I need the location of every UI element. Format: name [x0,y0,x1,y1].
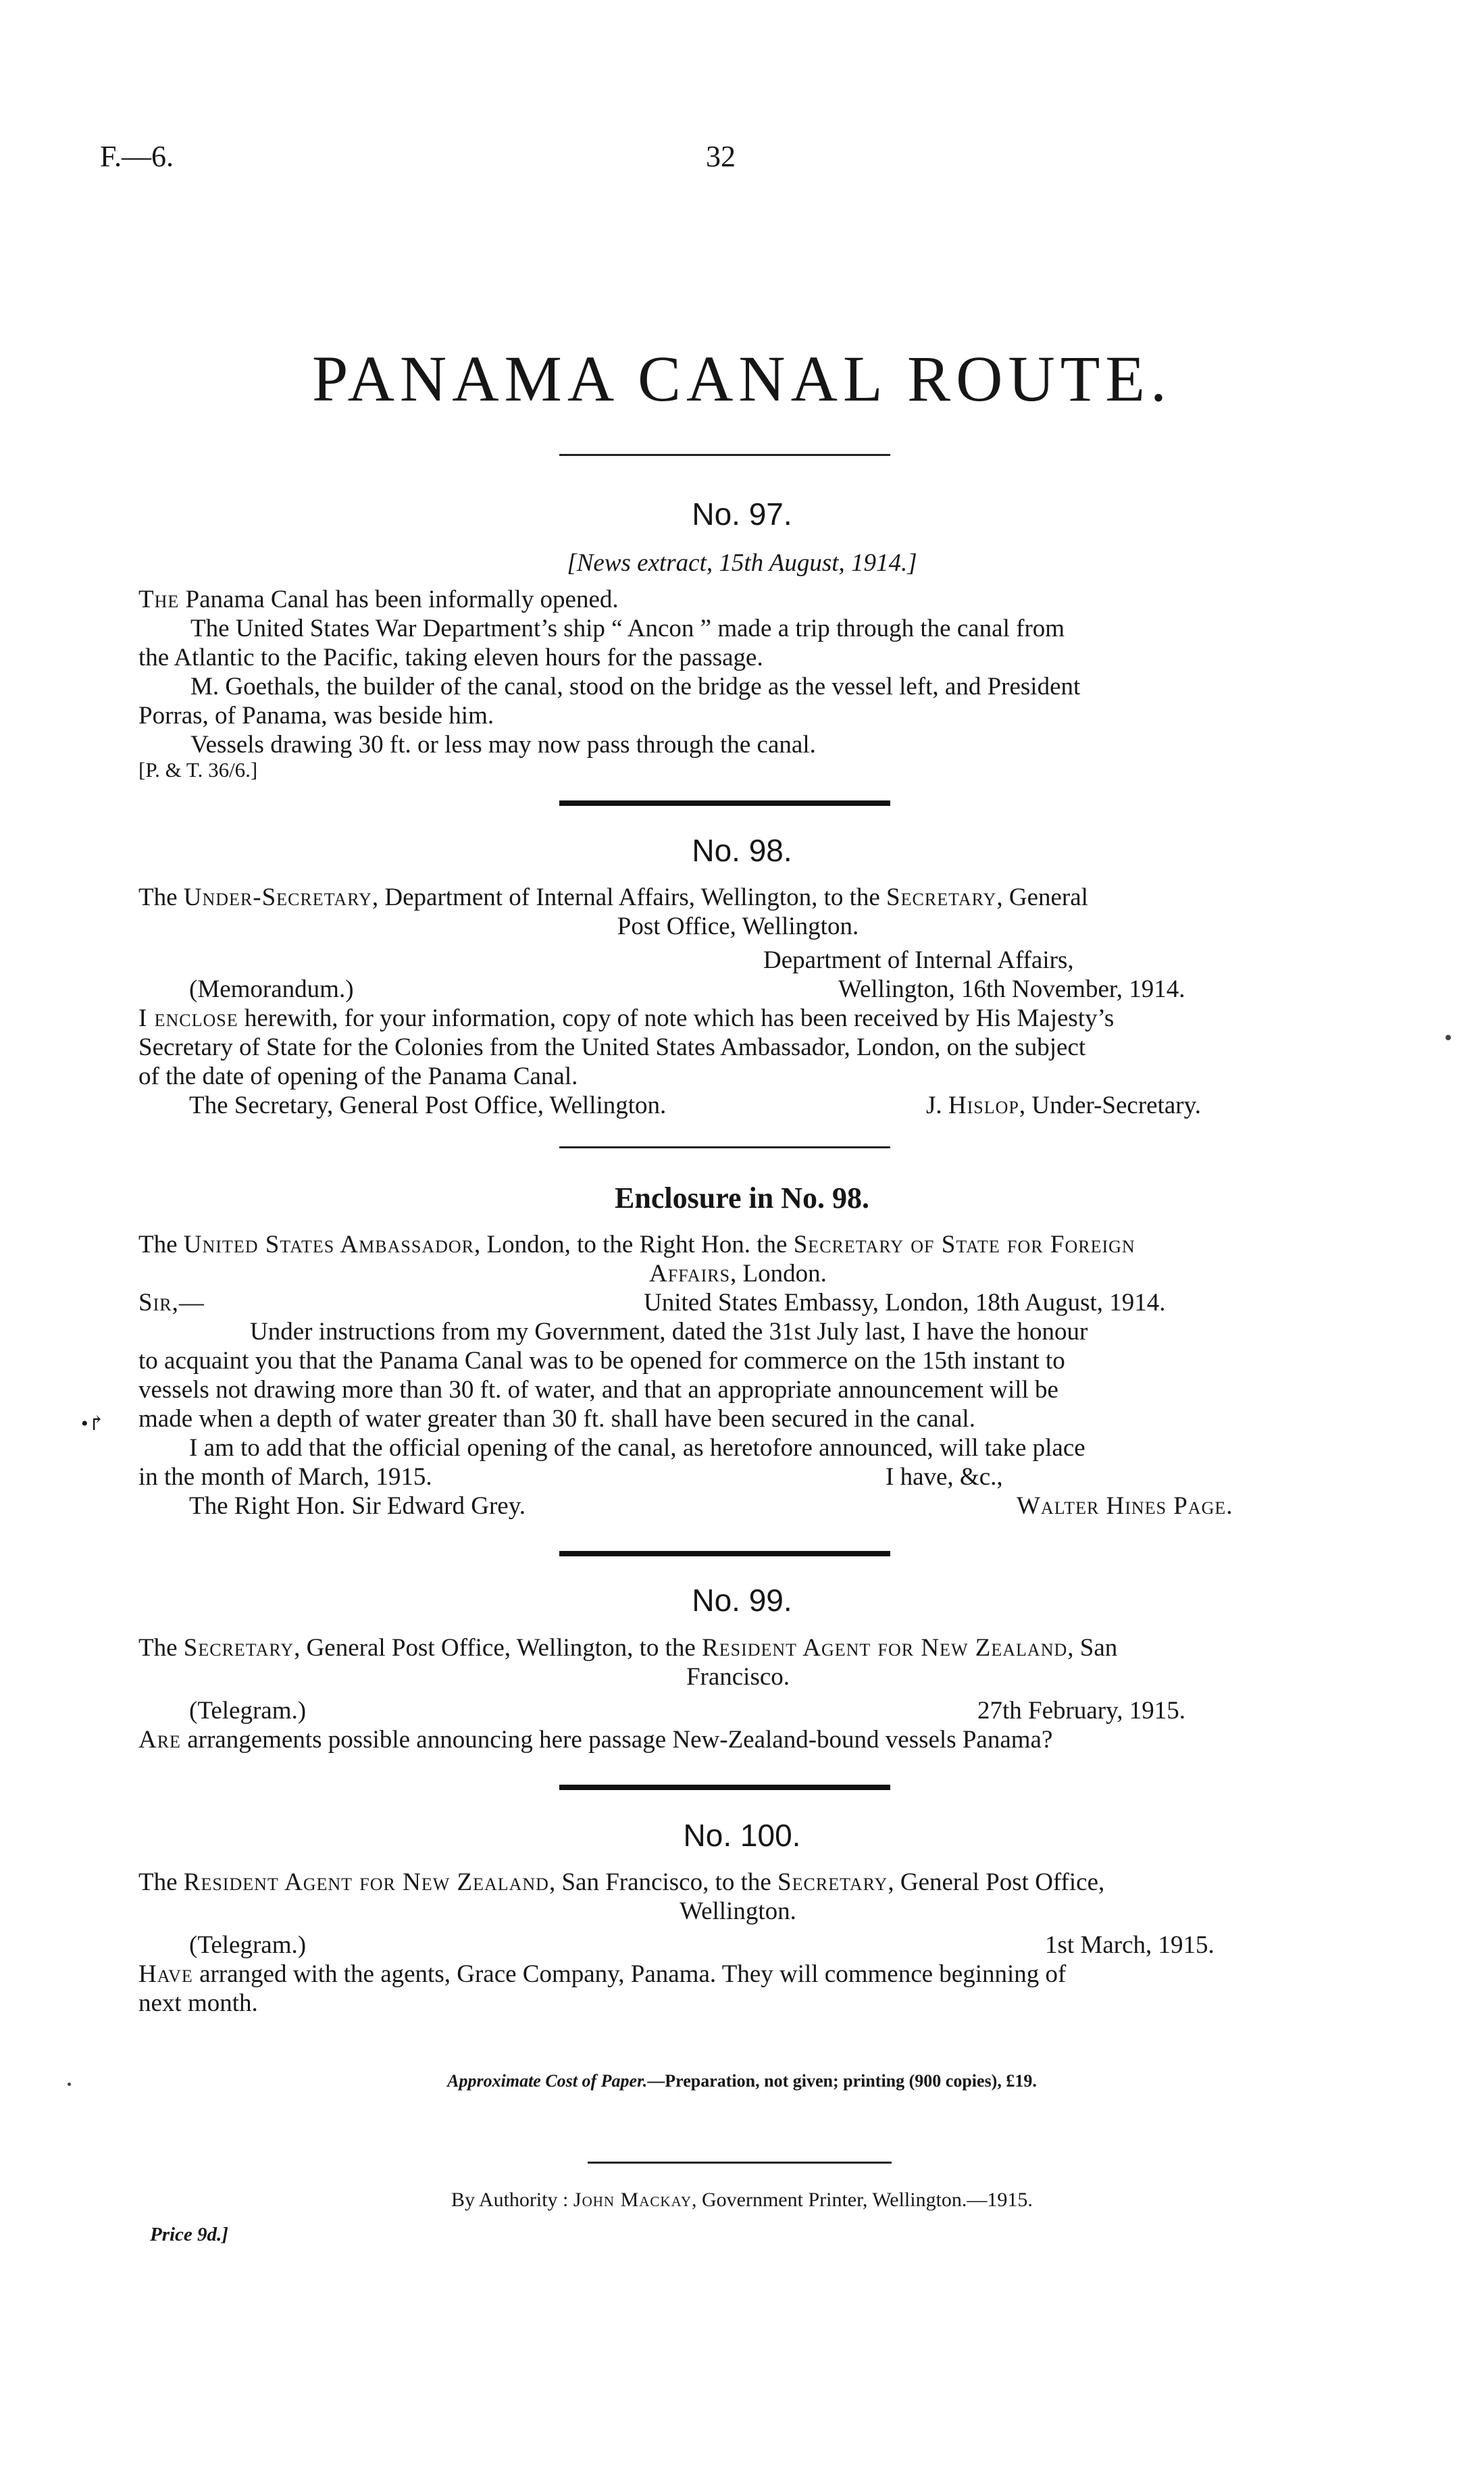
text: vessels not drawing more than 30 ft. of water, and that an appropriate announcement will be [138,1376,1058,1404]
telegram-date: 27th February, 1915. [977,1697,1185,1725]
section-divider [559,1146,890,1148]
text: made when a depth of water greater than 30 ft. shall have been secured in the canal. [138,1405,975,1433]
section-divider [559,1785,890,1790]
text: of the date of opening of the Panama Canal. [138,1063,578,1090]
text: the Atlantic to the Pacific, taking eleven hours for the passage. [138,644,763,671]
speck [1445,1035,1451,1040]
price: Price 9d.] [150,2224,228,2245]
section-heading-100: No. 100. [683,1818,801,1853]
text: John Mackay [573,2189,692,2211]
section-heading-97: No. 97. [692,496,792,532]
text: herewith, for your information, copy of note which has been received by His Majesty’s [238,1004,1115,1032]
address-line [138,1633,1117,1662]
cost-of-paper [0,2071,1484,2091]
signature: Walter Hines Page. [1017,1492,1233,1520]
text: Porras, of Panama, was beside him. [138,702,494,730]
text: By Authority : [451,2189,573,2211]
section-divider [559,800,890,806]
text: Post Office, Wellington. [617,913,859,940]
text: The [138,884,178,911]
enclosure-heading: Enclosure in No. 98. [615,1181,869,1215]
lead-word: Are [138,1726,181,1754]
text: , Government Printer, Wellington.—1915. [692,2189,1033,2211]
text: arrangements possible announcing here passage New-Zealand-bound vessels Panama? [180,1726,1053,1754]
text: , General Post Office, [888,1868,1105,1896]
printer-authority [0,2189,1484,2212]
address-line [138,883,1088,912]
text: The [138,1231,178,1258]
text: , General Post Office, Wellington, to the [294,1634,696,1662]
text: M. Goethals, the builder of the canal, stood on the bridge as the vessel left, and President [190,673,1081,700]
text: Secretary [183,1634,295,1662]
text: next month. [138,1989,258,2017]
address-line [138,1230,1135,1259]
text: Secretary of State for Foreign [793,1231,1135,1258]
memo-date: Wellington, 16th November, 1914. [838,975,1185,1003]
text: (Telegram.) [189,1697,307,1725]
signature [926,1091,1201,1120]
text: , General [996,884,1088,911]
text: The [138,1634,178,1662]
text: Under-Secretary [183,884,372,911]
text: Resident Agent for New Zealand [183,1868,549,1896]
text: Panama Canal has been informally opened. [179,586,619,613]
text: Secretary [777,1868,888,1896]
text: Resident Agent for New Zealand [702,1634,1068,1662]
text: J. [926,1092,942,1119]
speck [68,2083,71,2086]
section-heading-99: No. 99. [692,1583,792,1618]
text: , London, to the Right Hon. the [474,1231,788,1258]
section-divider [559,1551,890,1556]
text: Vessels drawing 30 ft. or less may now pass through the canal. [190,731,816,759]
address-line [138,1868,1104,1897]
text: arranged with the agents, Grace Company, Panama. They will commence beginning of [193,1960,1067,1988]
text: The [138,1868,178,1896]
text: (Memorandum.) [189,975,354,1003]
footer-divider [588,2162,892,2164]
text: Secretary [886,884,997,911]
title-divider [559,454,890,456]
page-number: 32 [706,140,736,173]
section-heading-98: No. 98. [692,833,792,868]
lead-word: Have [138,1960,193,1988]
text: , London. [730,1260,827,1288]
salutation: Sir,— [138,1289,205,1317]
text: Department of Internal Affairs, [763,946,1074,974]
text: Wellington. [680,1897,796,1925]
text: in the month of March, 1915. [138,1463,432,1491]
text: (Telegram.) [189,1931,307,1959]
text: , Under-Secretary. [1019,1092,1201,1119]
lead-word: The [138,586,180,613]
text: , San [1067,1634,1118,1662]
text: Under instructions from my Government, dated the 31st July last, I have the honour [250,1318,1088,1346]
file-reference: [P. & T. 36/6.] [138,758,258,782]
text: Approximate Cost of Paper. [447,2071,648,2091]
text: Hislop [948,1092,1019,1119]
news-source: [News extract, 15th August, 1914.] [567,549,917,577]
text: United States Ambassador [183,1231,474,1258]
text: The United States War Department’s ship “ Ancon ” made a trip through the canal from [190,615,1065,642]
text: Affairs [649,1260,731,1288]
text: —Preparation, not given; printing (900 copies), £19. [647,2071,1037,2091]
text: Francisco. [686,1663,790,1691]
text: Secretary of State for the Colonies from the United States Ambassador, London, on the subject [138,1034,1086,1061]
telegram-date: 1st March, 1915. [1045,1931,1214,1959]
document-reference: F.—6. [100,140,174,173]
lead-word: I enclose [138,1004,238,1032]
closing: I have, &c., [886,1463,1003,1491]
margin-mark-icon: •↱ [81,1412,105,1435]
letter-date: United States Embassy, London, 18th August, 1914. [644,1289,1166,1317]
page-title: PANAMA CANAL ROUTE. [311,342,1172,415]
text: , San Francisco, to the [548,1868,771,1896]
text: The Right Hon. Sir Edward Grey. [189,1492,526,1520]
text: The Secretary, General Post Office, Wellington. [189,1092,667,1119]
text: to acquaint you that the Panama Canal was to be opened for commerce on the 15th instant to [138,1347,1065,1375]
text: , Department of Internal Affairs, Wellington, to the [372,884,880,911]
text: I am to add that the official opening of the canal, as heretofore announced, will take place [189,1434,1085,1462]
